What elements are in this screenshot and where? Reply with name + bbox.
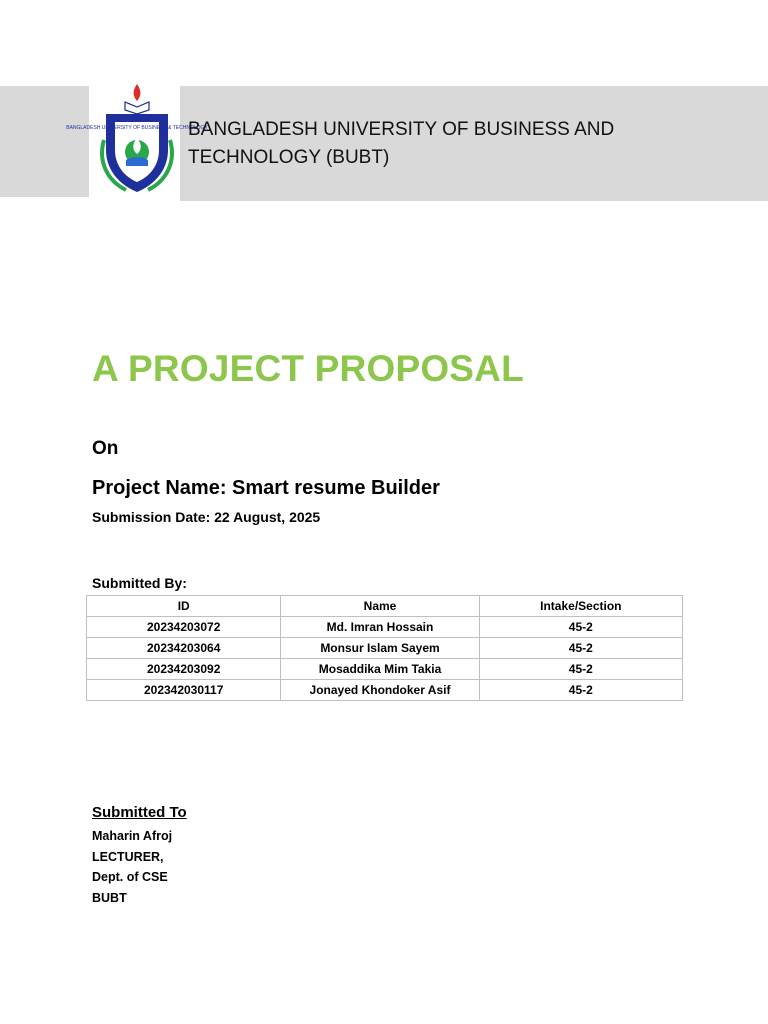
document-title: A PROJECT PROPOSAL bbox=[92, 348, 524, 389]
column-header-name: Name bbox=[281, 596, 479, 617]
submitted-by-label: Submitted By: bbox=[92, 575, 187, 591]
university-name bbox=[188, 116, 748, 172]
cell-intake: 45-2 bbox=[479, 617, 682, 638]
cell-id: 20234203072 bbox=[87, 617, 281, 638]
cell-name: Mosaddika Mim Takia bbox=[281, 659, 479, 680]
project-name: Project Name: Smart resume Builder bbox=[92, 477, 440, 499]
header-band-left bbox=[0, 86, 89, 197]
cell-intake: 45-2 bbox=[479, 638, 682, 659]
table-row bbox=[87, 617, 683, 638]
cell-intake: 45-2 bbox=[479, 659, 682, 680]
table-row bbox=[87, 638, 683, 659]
cell-id: 20234203064 bbox=[87, 638, 281, 659]
on-label: On bbox=[92, 438, 119, 459]
table-row bbox=[87, 659, 683, 680]
cell-name: Md. Imran Hossain bbox=[281, 617, 479, 638]
university-name-line1: BANGLADESH UNIVERSITY OF BUSINESS AND bbox=[188, 119, 615, 140]
supervisor-designation: LECTURER, bbox=[92, 849, 164, 864]
cell-id: 20234203092 bbox=[87, 659, 281, 680]
submitted-to-details bbox=[92, 826, 172, 908]
table-header-row bbox=[87, 596, 683, 617]
university-logo-icon bbox=[66, 80, 208, 198]
supervisor-name: Maharin Afroj bbox=[92, 829, 173, 843]
table-row bbox=[87, 680, 683, 701]
submitted-to-label: Submitted To bbox=[92, 804, 187, 821]
cell-intake: 45-2 bbox=[479, 680, 682, 701]
supervisor-department: Dept. of CSE bbox=[92, 870, 168, 884]
supervisor-institution: BUBT bbox=[92, 890, 127, 905]
members-table bbox=[86, 595, 683, 701]
cell-name: Monsur Islam Sayem bbox=[281, 638, 479, 659]
cell-id: 202342030117 bbox=[87, 680, 281, 701]
column-header-intake: Intake/Section bbox=[479, 596, 682, 617]
cell-name: Jonayed Khondoker Asif bbox=[281, 680, 479, 701]
submission-date: Submission Date: 22 August, 2025 bbox=[92, 509, 321, 525]
column-header-id: ID bbox=[87, 596, 281, 617]
logo-text: BANGLADESH UNIVERSITY OF BUSINESS & TECHNOLOGY bbox=[66, 125, 208, 131]
university-name-line2: TECHNOLOGY (BUBT) bbox=[188, 147, 390, 168]
